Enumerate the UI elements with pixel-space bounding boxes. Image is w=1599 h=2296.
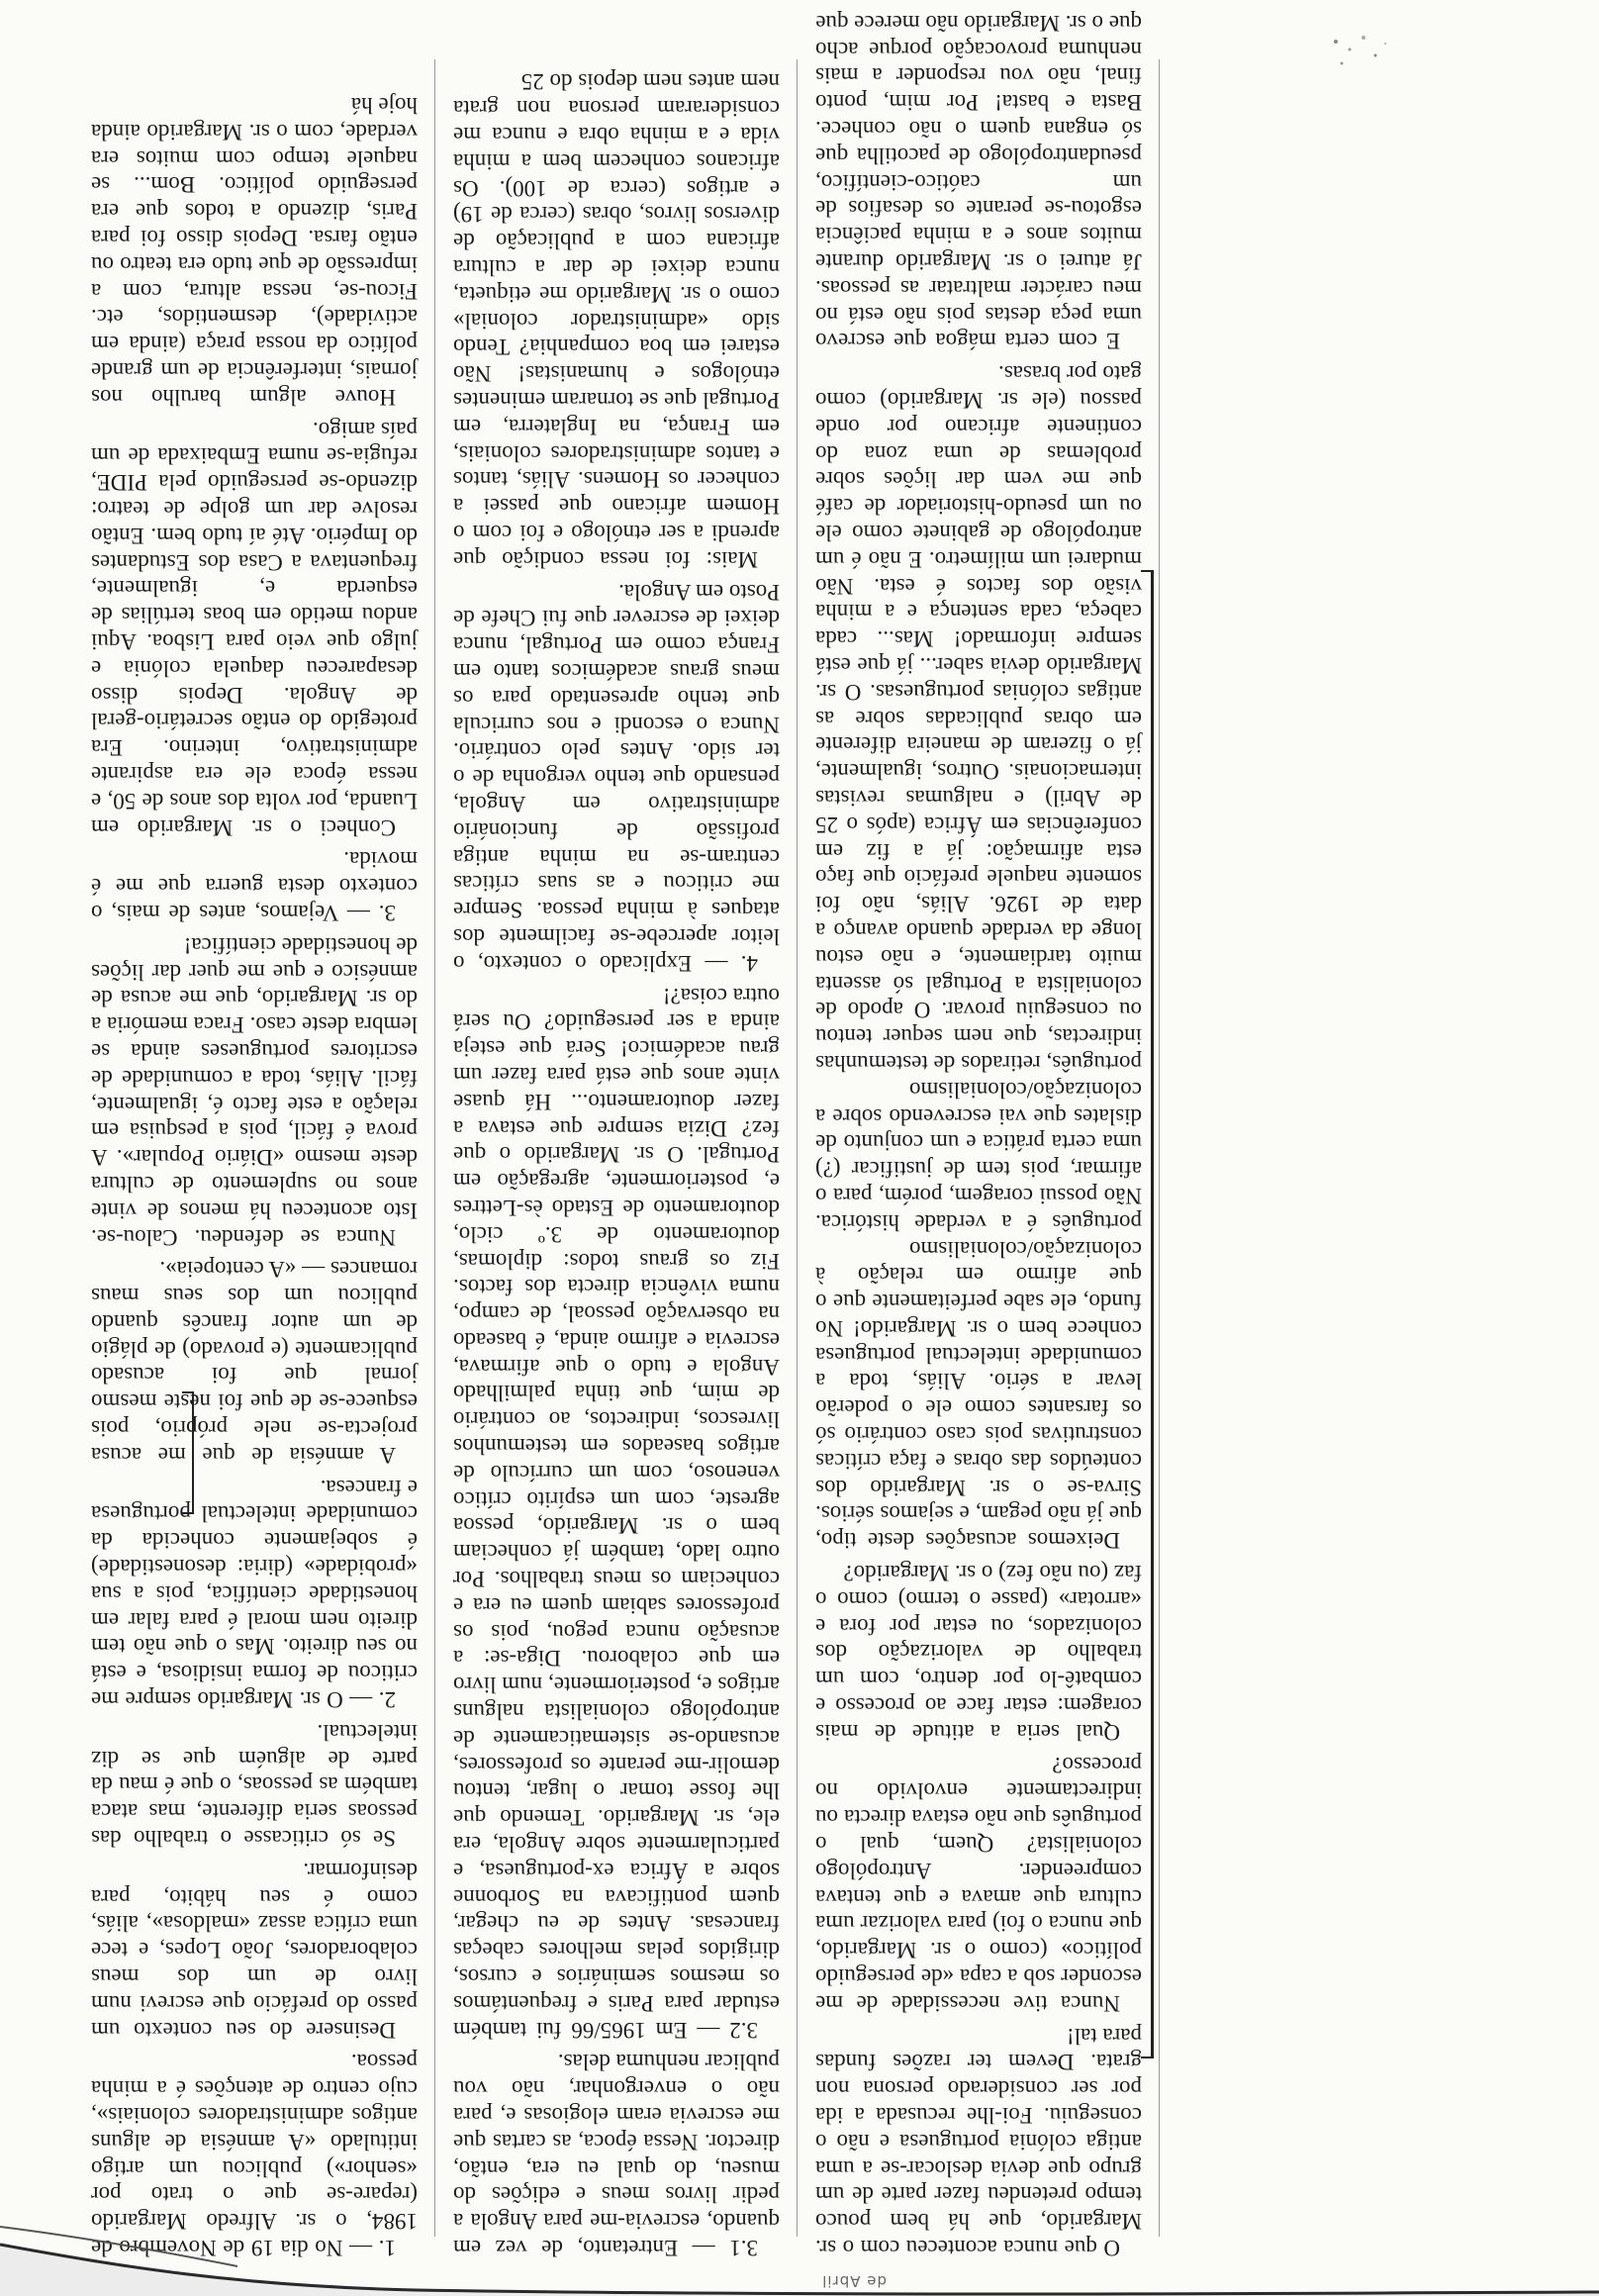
paragraph: Desinsere do seu contexto um passo do prefácio que escrevi num livro de um dos meus colaboradores, João Lopes, e tece uma crítica assaz «maldosa», aliás, como é seu hábito, para desinformar.	[91, 1858, 418, 2043]
paragraph: Deixemos acusações deste tipo, que já não pegam, e sejamos sérios. Sirva-se o sr. Margarido dos conteúdos das obras e faça críticas construtivas pois caso contrário só os farsantes como ele o poderão levar a sério. Aliás, toda a comunidade intelectual portuguesa conhece bem o sr. Margarido! No fundo, ele sabe perfeitamente que o que afirmo em relação à colonização/colonialismo português é a verdade histórica. Não possui coragem, porém, para o afirmar, pois tem de justificar (?) uma certa prática e um conjunto de dislates que vai escrevendo sobre a colonização/colonialismo português, retirados de testemunhas indirectas, que nem sequer tentou ou conseguiu provar. O apodo de colonialista a Portugal só assenta muito tardiamente, e não estou longe da verdade quando avanço a data de 1926. Aliás, não foi somente naquele prefácio que faço esta afirmação: já a fiz em conferências em África (após o 25 de Abril) e nalgumas revistas internacionais. Outros, igualmente, já o fizeram de maneira diferente em obras publicadas sobre as antigas colónias portuguesas. O sr. Margarido devia saber... já que está sempre informado! Mas... cada cabeça, cada sentença e a minha visão dos factos é esta. Não mudarei um milímetro. E não é um antropólogo de gabinete como ele ou um pseudo-historiador de café que me vem dar lições sobre problemas de uma zona do continente africano por onde passou (ele sr. Margarido) como gato por brasas.	[815, 361, 1142, 1554]
paragraph: A amnésia de que me acusa projecta-se nele próprio, pois esquece-se de que foi neste mesmo jornal que foi acusado publicamente (e provado) de plágio de um autor francês quando publicou um dos seus maus romances — «A centopeia».	[91, 1257, 418, 1468]
paragraph: 3.2 — Em 1965/66 fui também estudar para Paris e frequentámos os mesmos seminários e cursos, dirigidos pelas melhores cabeças francesas. Antes de eu chegar, quem pontificava na Sorbonne sobre a África ex-portuguesa, e particularmente sobre Angola, era ele, sr. Margarido. Temendo que lhe fosse tomar o lugar, tentou demolir-me perante os professores, acusando-se sistematicamente de antropólogo colonialista nalguns artigos e, posteriormente, num livro em que colaborou. Diga-se: a acusação nunca pegou, pois os professores sabiam quem eu era e conheciam os meus trabalhos. Por outro lado, também já conheciam bem o sr. Margarido, pessoa agreste, com um espírito crítico venenoso, com um currículo de artigos baseados em testemunhos livrescos, indirectos, ao contrário de mim, que tinha palmilhado Angola e tudo o que afirmava, escrevia e afirmo ainda, é baseado na observação pessoal, de campo, numa vivência directa dos factos. Fiz os graus todos: diplomas, doutoramento de 3.º ciclo, doutoramento de Estado ès-Lettres e, posteriormente, agregação em Portugal. O sr. Margarido o que fez? Dizia sempre que estava a fazer doutoramento... Há quase vinte anos que está para fazer um grau académico! Será que esteja ainda a ser perseguido? Ou será outra coisa?!	[453, 983, 780, 2043]
running-head-2: de Abril	[821, 2272, 887, 2290]
section-heading-paragraph: 4. — Explicado o contexto, o leitor apercebe-se facilmente dos ataques à minha pessoa. Sempre me criticou e as suas críticas centram-se na minha antiga profissão de funcionário administrativo em Angola, pensando que tenho vergonha de o ter sido. Antes pelo contrário. Nunca o escondi e nos curricula que tenho apresentado para os meus graus académicos tanto em França como em Portugal, nunca deixei de escrever que fui Chefe de Posto em Angola.	[453, 579, 780, 976]
article-column-3	[815, 10, 1142, 2260]
article-column-1	[91, 36, 418, 2260]
section-heading-paragraph: 3. — Vejamos, antes de mais, o contexto desta guerra que me é movida.	[91, 847, 418, 925]
paragraph: 2. — O sr. Margarido sempre me criticou de forma insidiosa, e está no seu direito. Mas o que não tem direito nem moral é para falar em honestidade científica, pois a sua «probidade» (diria: desonestidade) é sobejamente conhecida da comunidade intelectual portuguesa e francesa.	[91, 1475, 418, 1713]
paragraph: E com certa mágoa que escrevo uma peça destas pois não está no meu carácter maltratar as pessoas. Já aturei o sr. Margarido durante muitos anos e a minha paciência esgotou-se perante os desafios de um caótico-científico, pseudantropólogo de pacotilha que só engana quem o não conhece. Basta e basta! Por mim, ponto final, não vou responder a mais nenhuma provocação porque acho que o sr. Margarido não merece que	[815, 10, 1142, 354]
column-divider	[1159, 59, 1160, 2237]
paragraph: 1. — No dia 19 de Novembro de 1984, o sr. Alfredo Margarido (repare-se que o trato por «senhor») publicou um artigo intitulado «A amnésia de alguns antigos administradores coloniais», cujo centro de atenções é a minha pessoa.	[91, 2050, 418, 2260]
page-curl-edge-icon	[0, 2207, 1599, 2296]
scan-noise-icon	[1326, 30, 1395, 79]
paragraph: Houve algum barulho nos jornais, interferência de um grande político da nossa praça (ainda em actividade), desmentidos, etc. Ficou-se, nessa altura, com a impressão de que tudo era teatro ou então farsa. Depois disso foi para Paris, dizendo a todos que era perseguido político. Bom... se naquele tempo com muitos era verdade, com o sr. Margarido ainda hoje há	[91, 93, 418, 410]
paragraph: Mais: foi nessa condição que aprendi a ser etnólogo e foi com o Homem africano que passei a conhecer os Homens. Aliás, tantos e tantos administradores coloniais, em França, na Inglaterra, em Portugal que se tornaram eminentes etnólogos e humanistas! Não estarei em boa companhia? Tendo sido «administrador colonial» como o sr. Margarido me etiqueta, nunca deixei de dar a cultura africana com a publicação de diversos livros, obras (cerca de 19) e artigos (cerca de 100). Os africanos conhecem bem a minha vida e a minha obra e nunca me consideraram persona non grata nem antes nem depois do 25	[453, 69, 780, 572]
paragraph: Conheci o sr. Margarido em Luanda, por volta dos anos de 50, e nessa época ele era aspirante administrativo, interino. Era protegido do então secretário-geral de Angola. Depois disso desapareceu daquela colónia e julgo que veio para Lisboa. Aqui andou metido em boas tertúlias de esquerda e, igualmente, frequentava a Casa dos Estudantes do Império. Até aí tudo bem. Então resolve dar um golpe de teatro: dizendo-se perseguido pela PIDE, refugia-se numa Embaixada de um país amigo.	[91, 417, 418, 840]
paragraph: 3.1 — Entretanto, de vez em quando, escrevia-me para Angola a pedir livros meus e edições do museu, do qual eu era, então, director. Nessa época, as cartas que me escrevia eram elogiosas e, para não o envergonhar, não vou publicar nenhuma delas.	[453, 2050, 780, 2260]
article-column-2	[453, 36, 780, 2260]
paragraph: Se só criticasse o trabalho das pessoas seria diferente, mas ataca também as pessoas, o que é mau da parte de alguém que se diz intelectual.	[91, 1719, 418, 1852]
column-divider	[434, 59, 435, 2237]
paragraph: O que nunca aconteceu com o sr. Margarido, que há bem pouco tempo pretendeu fazer parte de um grupo que devia deslocar-se a uma antiga colónia portuguesa e não o conseguiu. Foi-lhe recusada a ida por ser considerado persona non grata. Devem ter razões fundas para tal!	[815, 2023, 1142, 2260]
margin-tick-icon	[182, 1391, 194, 1514]
bracket-mark-icon	[1141, 570, 1154, 2058]
paragraph: Nunca se defendeu. Calou-se. Isto aconteceu há menos de vinte anos no suplemento de cultura deste mesmo «Diário Popular». A prova é fácil, pois a pesquisa em relação a este facto é, igualmente, fácil. Aliás, toda a comunidade de escritores portugueses ainda se lembra deste caso. Fraca memória a do sr. Margarido, que me acusa de amnésico e que me quer dar lições de honestidade científica!	[91, 932, 418, 1250]
paragraph: Nunca tive necessidade de me esconder sob a capa «de perseguido político» (como o sr. Margarido, que nunca o foi) para valorizar uma cultura que amava e que tentava compreender. Antropólogo colonialista? Quem, qual o português que não estava directa ou indirectamente envolvido no processo?	[815, 1752, 1142, 2016]
column-divider	[797, 59, 798, 2237]
paragraph: Qual seria a atitude de mais coragem: estar face ao processo e combatê-lo por dentro, com um trabalho de valorização dos colonizados, ou estar por fora e «arrotar» (passe o termo) como o faz (ou não fez) o sr. Margarido?	[815, 1561, 1142, 1745]
